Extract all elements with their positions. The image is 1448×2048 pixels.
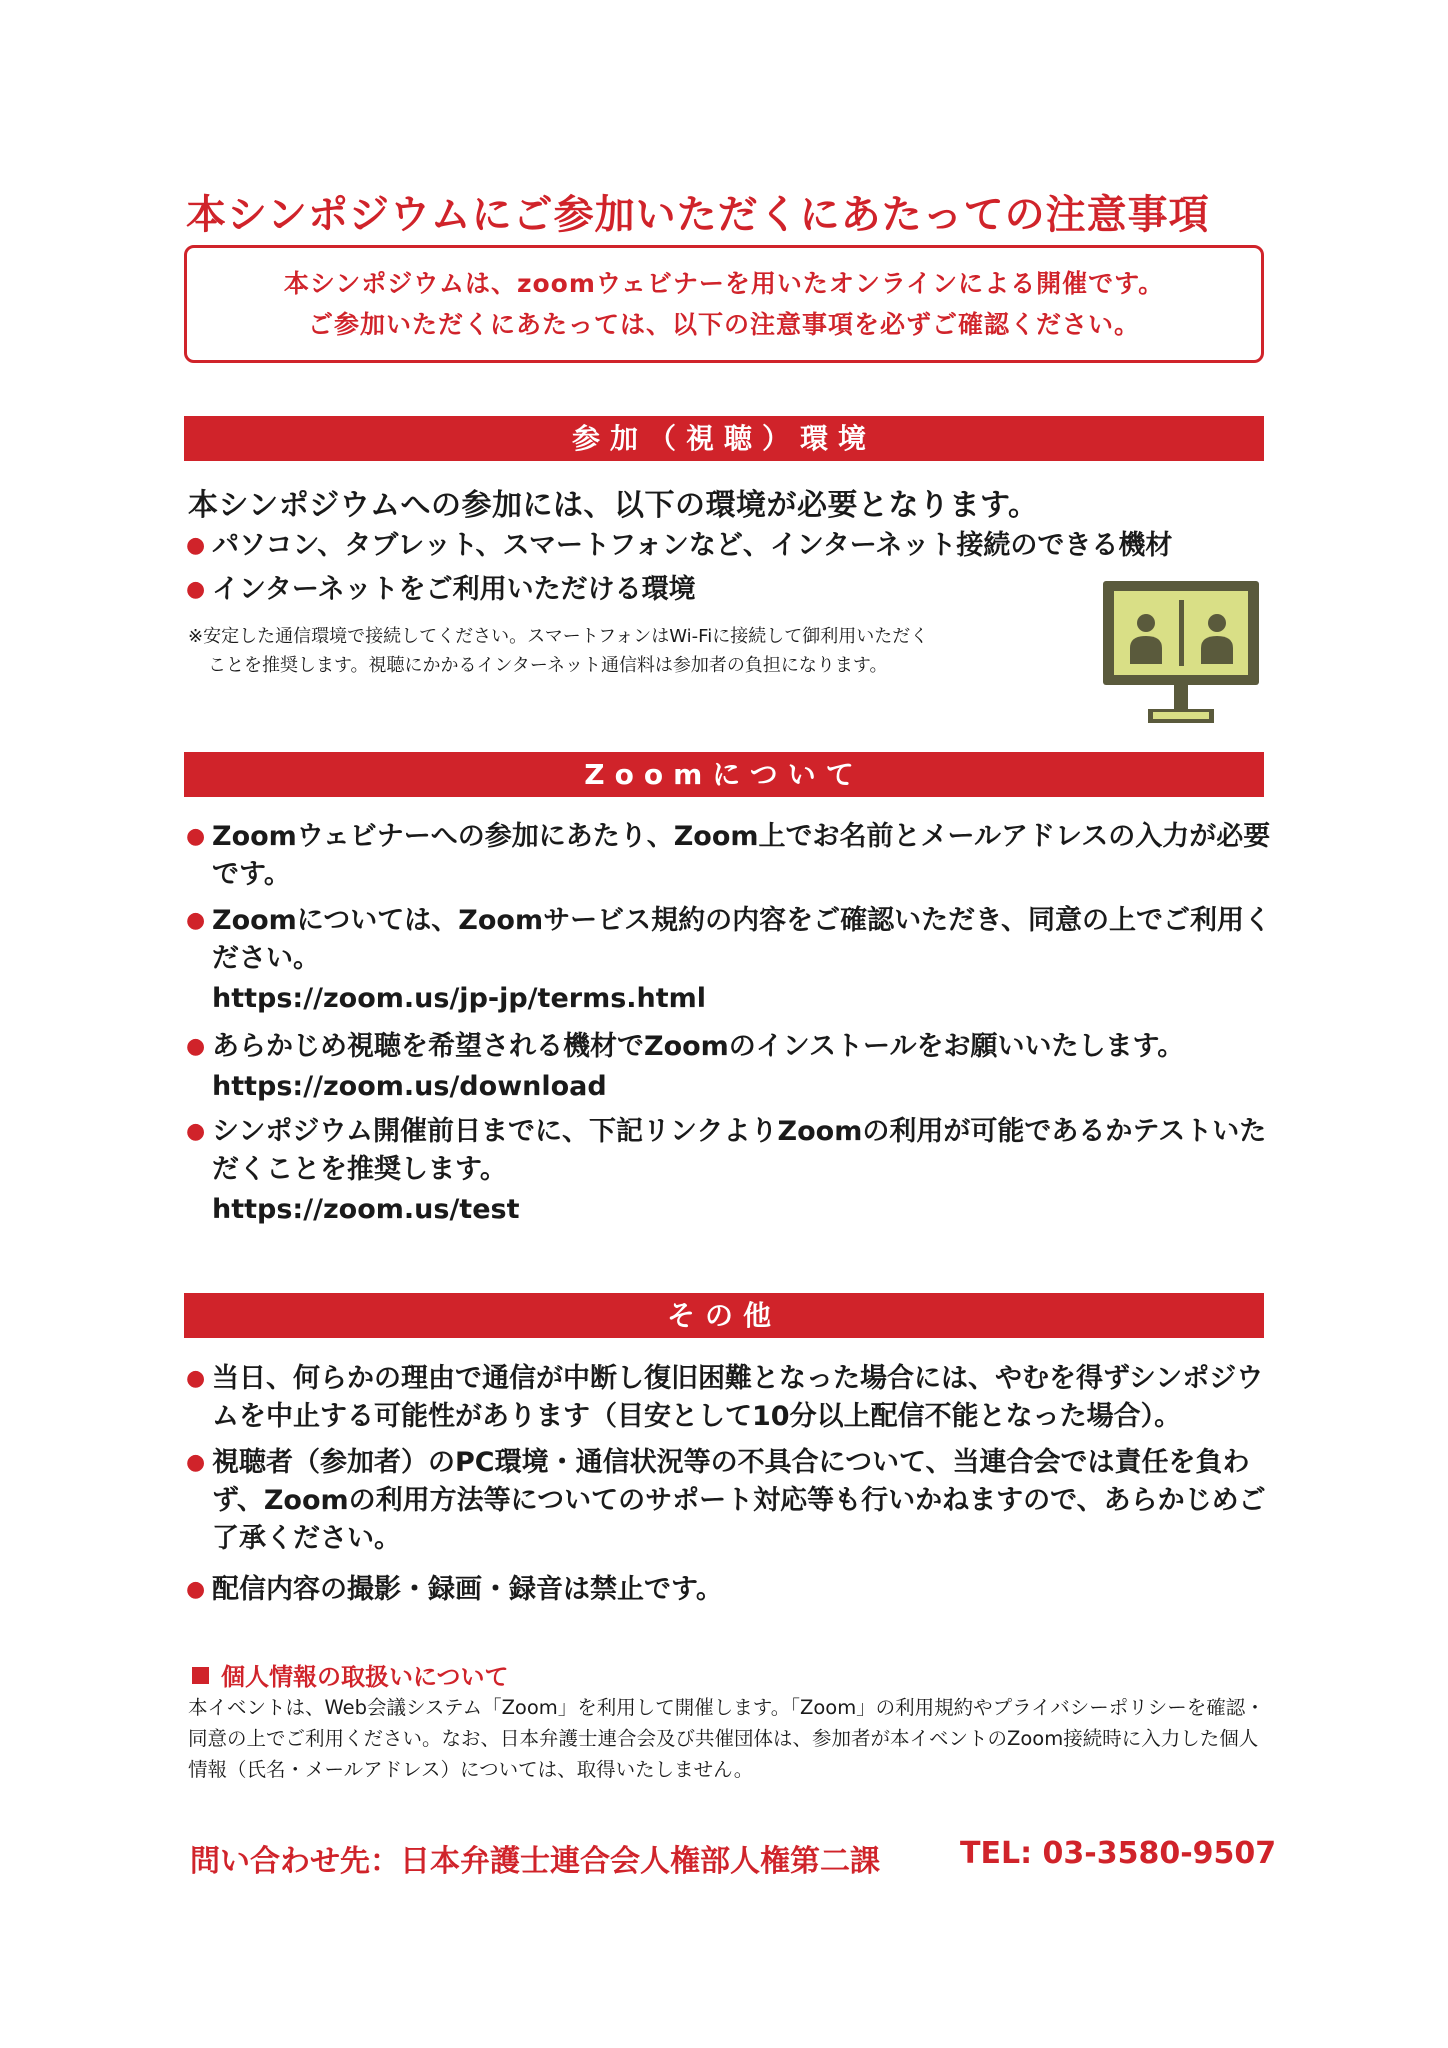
square-marker-icon — [192, 1667, 209, 1684]
list-item — [186, 527, 1271, 565]
list-item-text: インターネットをご利用いただける環境 — [212, 574, 696, 605]
notice-box — [184, 245, 1264, 363]
bullet-dot-icon: ● — [186, 577, 206, 602]
list-item-text: 視聴者（参加者）のPC環境・通信状況等の不具合について、当連合会では責任を負わず、Zoomの利用方法等についてのサポート対応等も行いかねますので、あらかじめご了承ください。 — [212, 1447, 1266, 1554]
privacy-heading — [192, 1657, 509, 1692]
contact-line — [190, 1836, 1277, 1880]
notice-line-2: ご参加いただくにあたっては、以下の注意事項を必ずご確認ください。 — [307, 310, 1140, 339]
list-item — [186, 818, 1271, 894]
contact-label: 問い合わせ先：日本弁護士連合会人権部人権第二課 — [190, 1844, 880, 1879]
list-item-text: 当日、何らかの理由で通信が中断し復旧困難となった場合には、やむを得ずシンポジウムを中止する可能性があります（目安として10分以上配信不能となった場合）。 — [212, 1363, 1264, 1432]
section-header-other: その他 — [184, 1293, 1264, 1338]
list-item — [186, 1113, 1271, 1229]
list-item-text: パソコン、タブレット、スマートフォンなど、インターネット接続のできる機材 — [212, 530, 1173, 561]
environment-note — [188, 622, 1068, 680]
bullet-dot-icon: ● — [186, 1034, 206, 1059]
list-item-text: Zoomウェビナーへの参加にあたり、Zoom上でお名前とメールアドレスの入力が必要です。 — [212, 821, 1271, 890]
list-item — [186, 902, 1271, 1018]
bullet-dot-icon: ● — [186, 1577, 206, 1602]
section-header-environment: 参加（視聴）環境 — [184, 416, 1264, 461]
bullet-dot-icon: ● — [186, 1450, 206, 1475]
environment-note-line-2: ことを推奨します。視聴にかかるインターネット通信料は参加者の負担になります。 — [208, 655, 888, 676]
privacy-body: 本イベントは、Web会議システム「Zoom」を利用して開催します。「Zoom」の利用規約やプライバシーポリシーを確認・同意の上でご利用ください。なお、日本弁護士連合会及び共催団体は、参加者が本イベントのZoom接続時に入力した個人情報（氏名・メールアドレス）については、取得いたしません。 — [188, 1696, 1265, 1781]
environment-note-line-1: ※安定した通信環境で接続してください。スマートフォンはWi-Fiに接続して御利用いただく — [188, 626, 929, 647]
list-item — [186, 1571, 1271, 1609]
bullet-dot-icon: ● — [186, 908, 206, 933]
test-link[interactable]: https://zoom.us/test — [212, 1194, 520, 1225]
bullet-dot-icon: ● — [186, 824, 206, 849]
list-item — [186, 1360, 1271, 1436]
environment-heading: 本シンポジウムへの参加には、以下の環境が必要となります。 — [188, 488, 1039, 523]
contact-tel: TEL: 03-3580-9507 — [960, 1836, 1277, 1871]
download-link[interactable]: https://zoom.us/download — [212, 1071, 607, 1102]
list-item-text: Zoomについては、Zoomサービス規約の内容をご確認いただき、同意の上でご利用ください。 — [212, 905, 1271, 974]
section-header-zoom: Zoomについて — [184, 752, 1264, 797]
bullet-dot-icon: ● — [186, 533, 206, 558]
video-conference-monitor-icon — [1100, 578, 1264, 730]
list-item — [186, 1444, 1271, 1558]
list-item-text: シンポジウム開催前日までに、下記リンクよりZoomの利用が可能であるかテストいただくことを推奨します。 — [212, 1116, 1267, 1185]
list-item — [186, 1028, 1271, 1106]
bullet-dot-icon: ● — [186, 1366, 206, 1391]
bullet-dot-icon: ● — [186, 1119, 206, 1144]
list-item-text: 配信内容の撮影・録画・録音は禁止です。 — [212, 1574, 723, 1605]
privacy-heading-text: 個人情報の取扱いについて — [221, 1663, 509, 1691]
notice-line-1: 本シンポジウムは、zoomウェビナーを用いたオンラインによる開催です。 — [283, 269, 1165, 298]
terms-link[interactable]: https://zoom.us/jp-jp/terms.html — [212, 983, 707, 1014]
list-item-text: あらかじめ視聴を希望される機材でZoomのインストールをお願いいたします。 — [212, 1031, 1185, 1062]
page-title: 本シンポジウムにご参加いただくにあたっての注意事項 — [186, 192, 1210, 238]
